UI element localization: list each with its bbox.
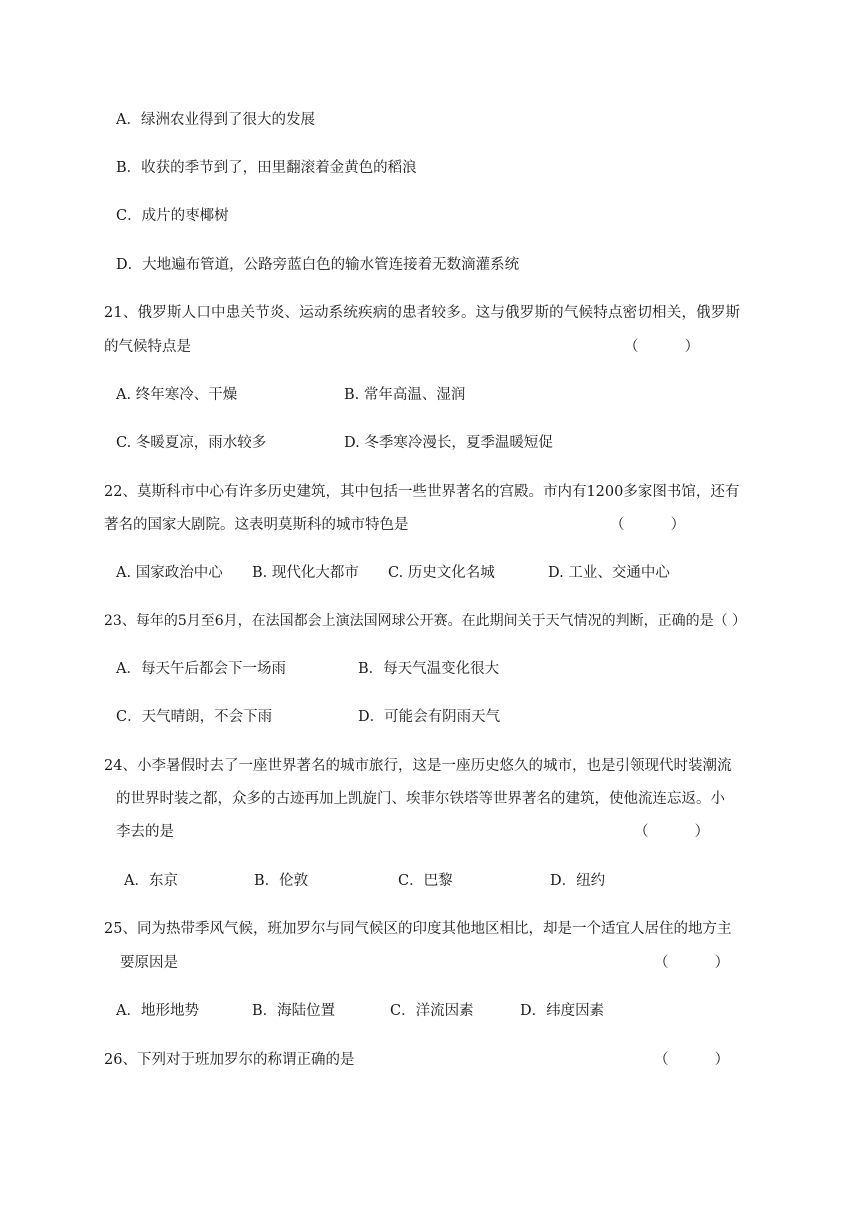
q25-option-a: A．地形地势 [116, 1003, 199, 1019]
q20-option-a: A．绿洲农业得到了很大的发展 [116, 112, 315, 128]
q21-option-a: A. 终年寒冷、干燥 [116, 387, 238, 403]
q20-option-d: D．大地遍布管道，公路旁蓝白色的输水管连接着无数滴灌系统 [116, 257, 520, 273]
q22-option-d: D. 工业、交通中心 [548, 565, 670, 581]
q26-answer-blank: （ ） [654, 1052, 730, 1068]
q20-option-b: B．收获的季节到了，田里翻滚着金黄色的稻浪 [116, 160, 417, 176]
q21-answer-blank: （ ） [624, 339, 700, 355]
q23-option-c: C．天气晴朗，不会下雨 [116, 709, 273, 725]
q21-option-b: B. 常年高温、湿润 [344, 387, 466, 403]
q25-stem-line1: 25、同为热带季风气候，班加罗尔与同气候区的印度其他地区相比，却是一个适宜人居住的地方主 [104, 921, 732, 937]
q21-option-d: D. 冬季寒冷漫长，夏季温暖短促 [344, 435, 553, 451]
q22-stem-line2: 著名的国家大剧院。这表明莫斯科的城市特色是 [104, 517, 409, 533]
q24-option-d: D．纽约 [550, 873, 606, 889]
q25-option-c: C．洋流因素 [390, 1003, 474, 1019]
q24-stem-line1: 24、小李暑假时去了一座世界著名的城市旅行，这是一座历史悠久的城市，也是引领现代时装潮流 [104, 758, 732, 774]
q20-option-c: C．成片的枣椰树 [116, 208, 229, 224]
q25-answer-blank: （ ） [654, 955, 730, 971]
q24-answer-blank: （ ） [634, 824, 710, 840]
q22-option-a: A. 国家政治中心 [116, 565, 223, 581]
q24-stem-line3: 李去的是 [116, 824, 174, 840]
q23-option-a: A．每天午后都会下一场雨 [116, 661, 286, 677]
q22-option-b: B. 现代化大都市 [252, 565, 359, 581]
q24-option-b: B．伦敦 [254, 873, 309, 889]
q25-stem-line2: 要原因是 [120, 955, 178, 971]
q22-option-c: C. 历史文化名城 [388, 565, 495, 581]
q23-stem-line1: 23、每年的5月至6月，在法国都会上演法国网球公开赛。在此期间关于天气情况的判断，正确的是（ ） [104, 613, 747, 629]
q24-stem-line2: 的世界时装之都，众多的古迹再加上凯旋门、埃菲尔铁塔等世界著名的建筑，使他流连忘返。小 [116, 791, 725, 807]
q23-option-b: B．每天气温变化很大 [358, 661, 500, 677]
q25-option-d: D．纬度因素 [520, 1003, 605, 1019]
q26-stem-line1: 26、下列对于班加罗尔的称谓正确的是 [104, 1052, 355, 1068]
q21-option-c: C. 冬暖夏凉，雨水较多 [116, 435, 267, 451]
q21-stem-line1: 21、俄罗斯人口中患关节炎、运动系统疾病的患者较多。这与俄罗斯的气候特点密切相关，俄罗斯 [104, 305, 741, 321]
q24-option-c: C．巴黎 [398, 873, 453, 889]
q25-option-b: B．海陆位置 [252, 1003, 336, 1019]
q21-stem-line2: 的气候特点是 [104, 339, 191, 355]
q22-stem-line1: 22、莫斯科市中心有许多历史建筑，其中包括一些世界著名的宫殿。市内有1200多家图书馆，还有 [104, 484, 740, 500]
q22-answer-blank: （ ） [610, 517, 686, 533]
q24-option-a: A．东京 [124, 873, 178, 889]
q23-option-d: D．可能会有阴雨天气 [358, 709, 501, 725]
